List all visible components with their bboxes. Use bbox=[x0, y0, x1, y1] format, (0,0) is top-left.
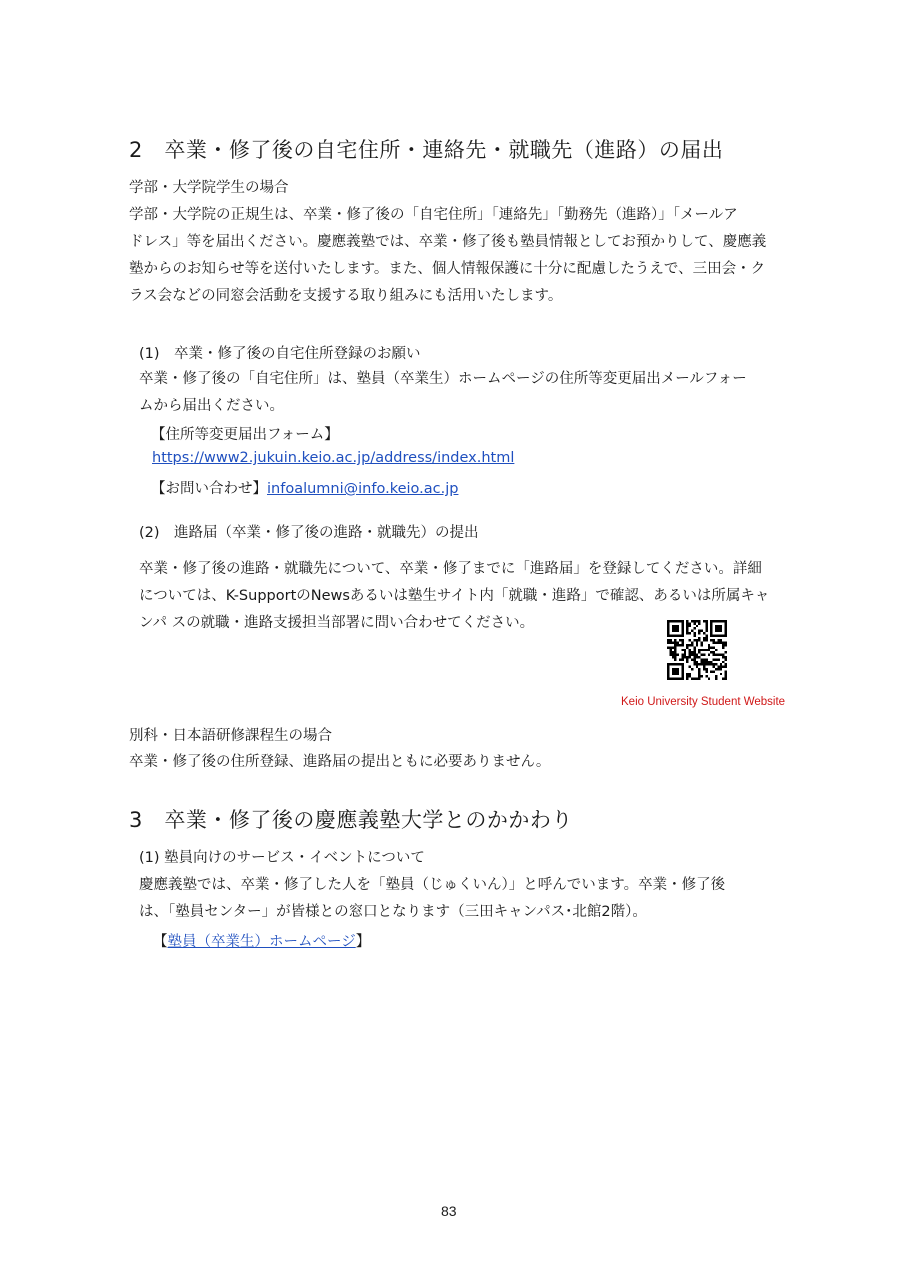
intro-paragraph bbox=[129, 202, 766, 310]
section-3-line: は、「塾員センター」が皆様との窓口となります（三田キャンパス･北館2階）。 bbox=[139, 904, 647, 920]
intro-line: ドレス」等を届出ください。慶應義塾では、卒業・修了後も塾員情報としてお預かりして、慶應義 bbox=[129, 234, 767, 250]
bracket-close: 】 bbox=[355, 934, 371, 950]
intro-line: 塾からのお知らせ等を送付いたします。また、個人情報保護に十分に配慮したうえで、三田会・ク bbox=[129, 261, 766, 277]
item-1-title: (1) 卒業・修了後の自宅住所登録のお願い bbox=[139, 346, 421, 362]
item-2-line: 卒業・修了後の進路・就職先について、卒業・修了までに「進路届」を登録してください。詳細 bbox=[139, 561, 762, 577]
item-1-paragraph bbox=[139, 366, 747, 420]
special-text: 卒業・修了後の住所登録、進路届の提出ともに必要ありません。 bbox=[129, 754, 551, 770]
address-form-label: 【住所等変更届出フォーム】 bbox=[151, 427, 339, 443]
item-1-line: 卒業・修了後の「自宅住所」は、塾員（卒業生）ホームページの住所等変更届出メールフォー bbox=[139, 371, 747, 387]
item-2-title: (2) 進路届（卒業・修了後の進路・就職先）の提出 bbox=[139, 525, 479, 541]
item-2-line: については、K-SupportのNewsあるいは塾生サイト内「就職・進路」で確認、あるいは所属キャ bbox=[139, 588, 770, 604]
section-3-heading: 3 卒業・修了後の慶應義塾大学とのかかわり bbox=[129, 808, 573, 832]
section-3-paragraph bbox=[139, 872, 725, 926]
contact-label: 【お問い合わせ】 bbox=[151, 481, 267, 497]
intro-line: ラス会などの同窓会活動を支援する取り組みにも活用いたします。 bbox=[129, 288, 563, 304]
contact-email-link[interactable]: infoalumni@info.keio.ac.jp bbox=[267, 481, 459, 497]
item-1-line: ムから届出ください。 bbox=[139, 398, 284, 414]
bracket-open: 【 bbox=[153, 934, 168, 950]
address-form-link[interactable]: https://www2.jukuin.keio.ac.jp/address/index.html bbox=[152, 450, 515, 466]
section-3-line: 慶應義塾では、卒業・修了した人を「塾員（じゅくいん）」と呼んでいます。卒業・修了後 bbox=[139, 877, 726, 893]
alumni-homepage-row bbox=[153, 930, 370, 951]
section-3-item-1-title: (1) 塾員向けのサービス・イベントについて bbox=[139, 850, 425, 866]
qr-caption: Keio University Student Website bbox=[621, 696, 786, 708]
special-label: 別科・日本語研修課程生の場合 bbox=[129, 728, 332, 744]
undergrad-label: 学部・大学院学生の場合 bbox=[129, 180, 289, 196]
intro-line: 学部・大学院の正規生は、卒業・修了後の「自宅住所」「連絡先」「勤務先（進路）」「メールア bbox=[129, 207, 738, 223]
qr-code-icon[interactable] bbox=[667, 620, 727, 680]
item-2-line: ンパ スの就職・進路支援担当部署に問い合わせてください。 bbox=[139, 615, 535, 631]
section-2-heading: 2 卒業・修了後の自宅住所・連絡先・就職先（進路）の届出 bbox=[129, 138, 724, 162]
alumni-homepage-link[interactable]: 塾員（卒業生）ホームページ bbox=[167, 934, 356, 950]
page-number: 83 bbox=[441, 1203, 457, 1219]
contact-row bbox=[151, 477, 458, 498]
